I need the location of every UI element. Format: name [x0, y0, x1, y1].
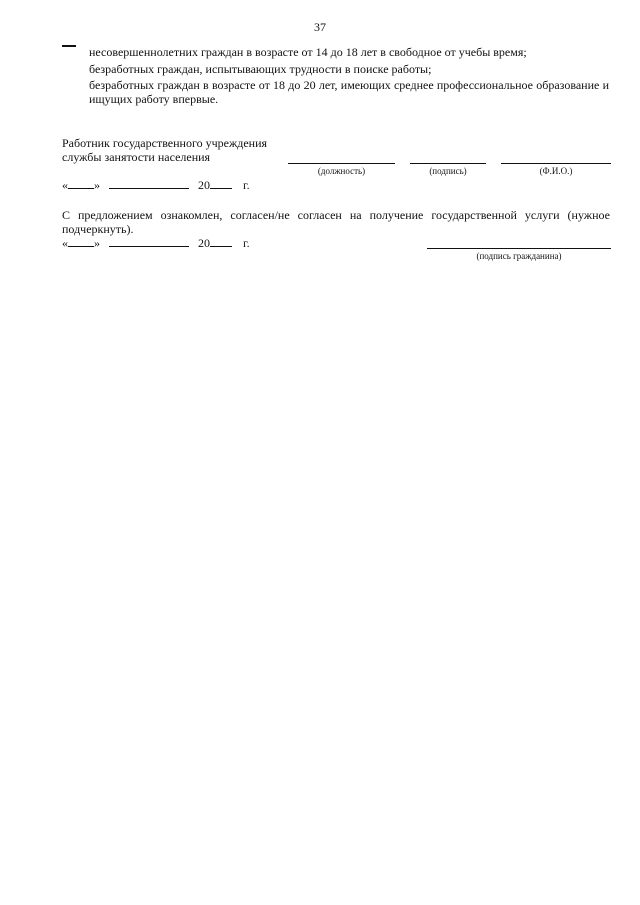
year-suffix: г. [243, 178, 250, 192]
date-row-employee [62, 178, 250, 193]
acknowledgement-text: С предложением ознакомлен, согласен/не согласен на получение государственной услуги (нужное подчеркнуть). [62, 208, 610, 236]
page-number: 37 [314, 20, 326, 34]
date-row-citizen [62, 236, 250, 251]
employee-label-line1: Работник государственного учреждения [62, 136, 268, 150]
year-prefix: 20 [198, 178, 210, 192]
day-field[interactable] [68, 178, 94, 189]
date-close-quote: » [94, 236, 100, 250]
fio-caption: (Ф.И.О.) [539, 166, 573, 176]
fio-field-line[interactable] [501, 163, 611, 164]
month-field[interactable] [109, 236, 189, 247]
signature-field-line[interactable] [410, 163, 486, 164]
day-field[interactable] [68, 236, 94, 247]
signature-caption: (подпись) [429, 166, 467, 176]
date-close-quote: » [94, 178, 100, 192]
list-item-minors: несовершеннолетних граждан в возрасте от 14 до 18 лет в свободное от учебы время; [89, 45, 527, 59]
list-item-unemployed-youth: безработных граждан в возрасте от 18 до 20 лет, имеющих среднее профессиональное образование и ищущих работу впервые. [89, 78, 609, 106]
year-suffix: г. [243, 236, 250, 250]
year-prefix: 20 [198, 236, 210, 250]
date-open-quote: « [62, 178, 68, 192]
month-field[interactable] [109, 178, 189, 189]
year-field[interactable] [210, 178, 232, 189]
date-open-quote: « [62, 236, 68, 250]
citizen-signature-caption: (подпись гражданина) [476, 251, 562, 261]
position-caption: (должность) [317, 166, 366, 176]
employee-label-line2: службы занятости населения [62, 150, 211, 164]
year-field[interactable] [210, 236, 232, 247]
list-item-unemployed-difficulty: безработных граждан, испытывающих трудности в поиске работы; [89, 62, 432, 76]
citizen-signature-line[interactable] [427, 248, 611, 249]
position-field-line[interactable] [288, 163, 395, 164]
list-dash-marker [62, 45, 76, 47]
